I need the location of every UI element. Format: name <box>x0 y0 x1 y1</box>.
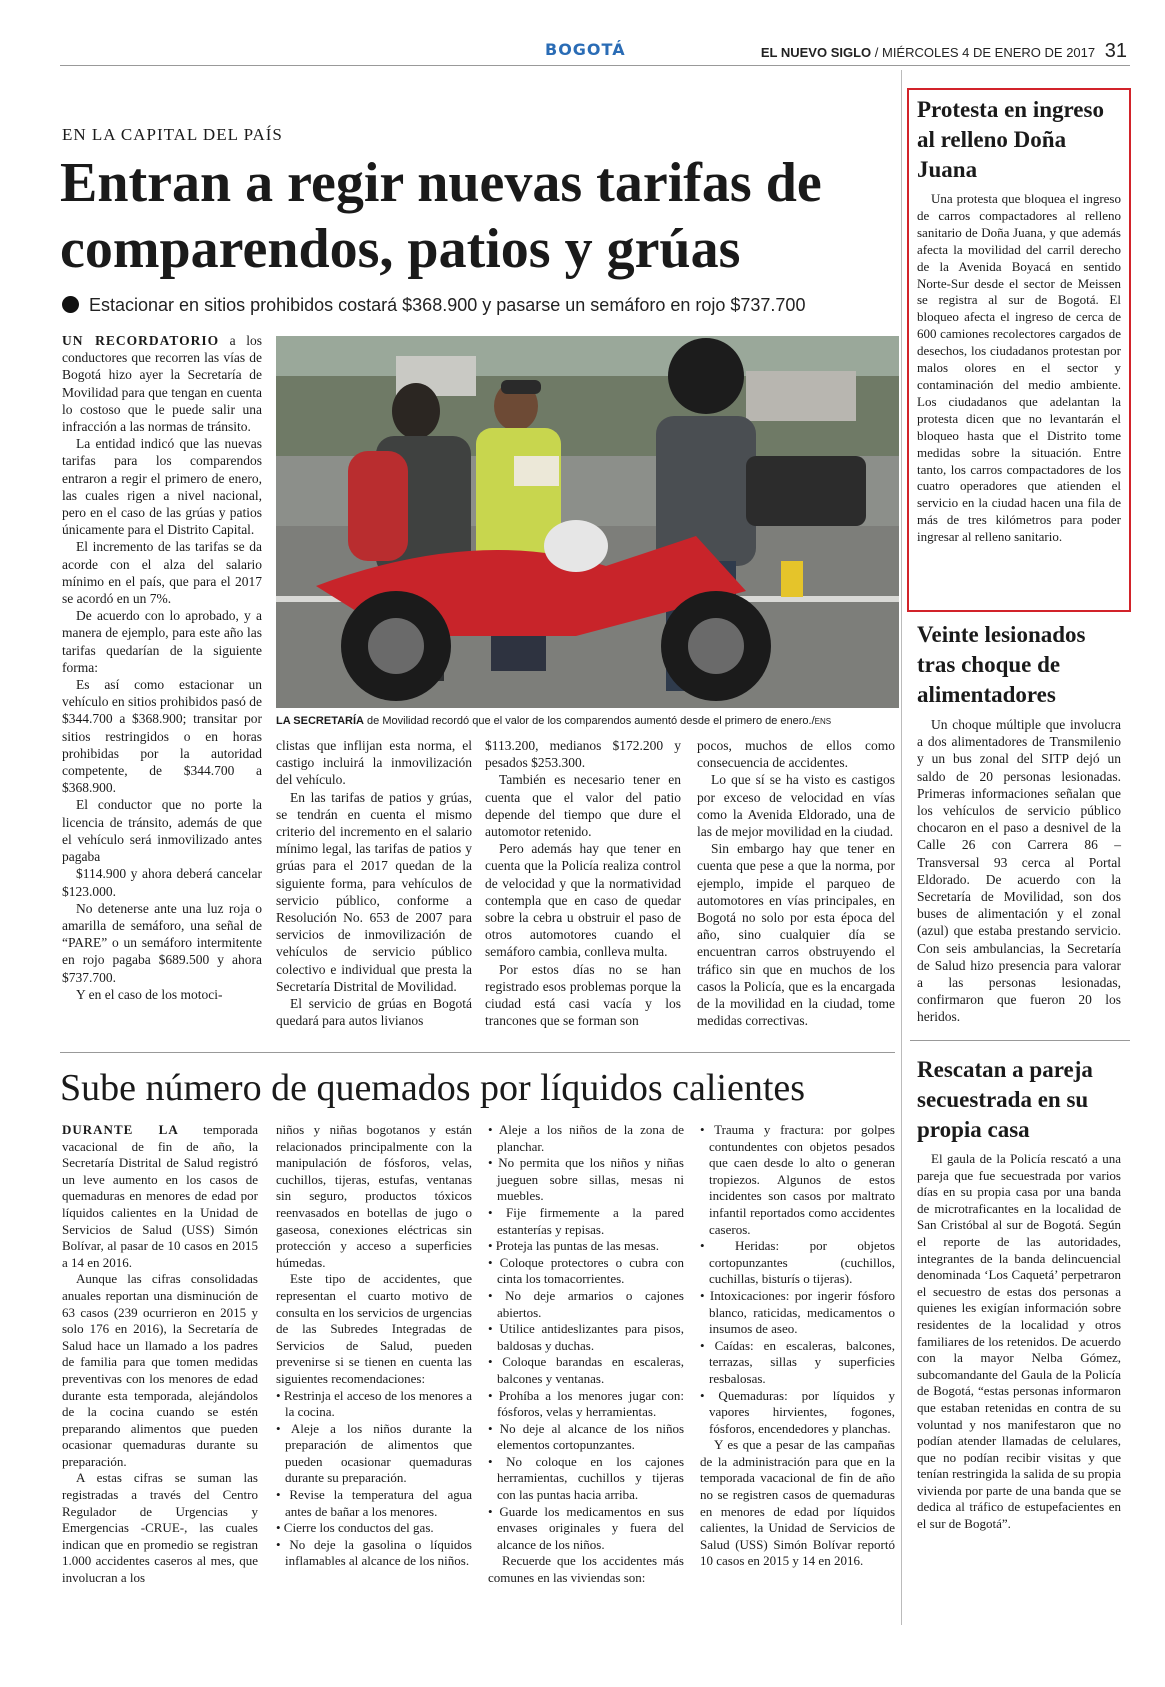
sidebar-rule <box>910 1040 1130 1041</box>
list-item: • No deje al alcance de los niños elementos cortopunzantes. <box>488 1420 684 1453</box>
list-item: • No deje armarios o cajones abiertos. <box>488 1287 684 1320</box>
caption-lead: LA SECRETARÍA <box>276 715 364 727</box>
paragraph: El incremento de las tarifas se da acorde con el alza del salario mínimo en el país, que para el 2017 se acordó en un 7%. <box>62 539 262 607</box>
recommendation-list <box>276 1388 472 1571</box>
burns-column-4 <box>700 1122 895 1570</box>
list-item: • No permita que los niños y niñas jueguen sobre sillas, mesas ni muebles. <box>488 1155 684 1204</box>
paragraph: Es así como estacionar un vehículo en sitios prohibidos pasó de $344.700 a $368.900; transitar por sitios restringidos o en horas prohibidas por la autoridad competente, de $344.700 a $368.900. <box>62 677 262 796</box>
caption-text: de Movilidad recordó que el valor de los comparendos aumentó desde el primero de enero./ <box>364 715 815 727</box>
list-item: • Revise la temperatura del agua antes de bañar a los menores. <box>276 1487 472 1519</box>
paragraph: Pero además hay que tener en cuenta que la Policía realiza control de velocidad y que la normatividad contempla que en caso de quedar sobre la cebra u obstruir el paso de otros automotores cuando el semáforo cambia, conlleva multa. <box>485 841 681 960</box>
paragraph: Aunque las cifras consolidadas anuales reportan una disminución de 63 casos (239 ocurrieron en 2015 y solo 176 en 2016), la Secretaría de Salud hace un llamado a los padres de familia para que tomen medidas preventivas con los menores de edad durante esta temporada, alejándolos de la cocina cuando se estén preparando alimentos que pueden ocasionar quemaduras durante su preparación. <box>62 1271 258 1469</box>
paragraph: Una protesta que bloquea el ingreso de carros compactadores al relleno sanitario de Doña Juana, y que además afecta la movilidad del carril derecho de la Avenida Boyacá en sentido Norte-Sur desde el sector de Meissen se registra al sur de Bogotá. El bloqueo afecta el ingreso de cerca de 600 camiones recolectores cargados de desechos, los ciudadanos protestan por malos olores en el sector y contaminación del medio ambiente. Los ciudadanos que adelantan la protesta dicen que no levantarán el bloqueo hasta que el Distrito tome medidas sobre la situación. Entre tanto, los carros compactadores de los cuatro operadores que atienden el servicio en la ciudad hacen una fila de más de tres kilómetros para poder ingresar al relleno sanitario. <box>917 191 1121 545</box>
paragraph: Sin embargo hay que tener en cuenta que pese a que la norma, por ejemplo, impide el parqueo de automotores en vías principales, en Bogotá no solo por esta época del año, sino cualquier día se encuentran carros obstruyendo el tráfico sin que en muchos de los casos la Policía, que es la encargada de la movilidad en la ciudad, tome medidas correctivas. <box>697 841 895 1029</box>
article-photo <box>276 336 899 708</box>
paragraph: Y en el caso de los motoci- <box>76 986 223 1002</box>
photo-caption <box>276 715 899 727</box>
list-item: • Quemaduras: por líquidos y vapores hirvientes, fogones, fósforos, encendedores y planchas. <box>700 1387 895 1436</box>
paragraph: La entidad indicó que las nuevas tarifas para los comparendos entraron a regir el primero de enero, las cuales rigen a nivel nacional, pero en el caso de las grúas y patios únicamente para el Distrito Capital. <box>62 436 262 538</box>
sidebar-title: Rescatan a pareja secuestrada en su propia casa <box>917 1057 1093 1142</box>
paragraph: Y es que a pesar de las campañas de la administración para que en la temporada vacacional de fin de año no se registren casos de quemaduras en menores de edad por líquidos calientes, la Unidad de Servicios de Salud (USS) Simón Bolívar reportó 10 casos en 2015 y 14 en 2016. <box>700 1437 895 1569</box>
lead-caps: DURANTE LA <box>62 1122 179 1137</box>
list-item: • Caídas: en escaleras, balcones, terrazas, sillas y superficies resbalosas. <box>700 1337 895 1386</box>
burns-column-3 <box>488 1122 684 1587</box>
list-item: • Cierre los conductos del gas. <box>276 1520 434 1536</box>
list-item: • Trauma y fractura: por golpes contundentes con objetos pesados que caen desde lo alto o generan tropiezos. Algunos de estos incidentes son casos por maltrato infantil reportados como accidentes caseros. <box>700 1122 895 1237</box>
page-number: 31 <box>1104 40 1127 62</box>
list-item: • Coloque protectores o cubra con cinta los tomacorrientes. <box>488 1254 684 1287</box>
paragraph: Lo que sí se ha visto es castigos por exceso de velocidad en vías como la Avenida Eldorado, una de las de mejor movilidad en la ciudad. <box>697 772 895 840</box>
article-kicker: EN LA CAPITAL DEL PAÍS <box>62 125 283 144</box>
paragraph: El conductor que no porte la licencia de tránsito, además de que el vehículo será inmovilizado antes pagaba <box>62 797 262 865</box>
sidebar-story-protesta <box>917 95 1121 546</box>
paragraph: El servicio de grúas en Bogotá quedará para autos livianos <box>276 996 472 1029</box>
list-item: • Prohíba a los menores jugar con: fósforos, velas y herramientas. <box>488 1387 684 1420</box>
paragraph: En las tarifas de patios y grúas, se tendrán en cuenta el mismo criterio del incremento en el salario mínimo legal, las tarifas de patios y grúas para el 2017 quedan de la siguiente forma, para vehículos de servicio público, conforme a Resolución No. 653 de 2007 para servicios de inmovilización de vehículos de servicio público colectivo e individual que presta la Secretaría Distrital de Movilidad. <box>276 789 472 994</box>
issue-date: / MIÉRCOLES 4 DE ENERO DE 2017 <box>874 45 1096 60</box>
list-item: • No deje la gasolina o líquidos inflamables al alcance de los niños. <box>276 1536 472 1569</box>
article-headline: Entran a regir nuevas tarifas de comparendos, patios y grúas <box>60 152 822 280</box>
paragraph: Por estos días no se han registrado esos problemas porque la ciudad está casi vacía y los trancones que se forman son <box>485 961 681 1029</box>
paper-name: EL NUEVO SIGLO <box>760 45 872 60</box>
paragraph: No detenerse ante una luz roja o amarilla de semáforo, una señal de “PARE” o un semáforo intermitente en rojo pagaba $689.500 y ahora $737.700. <box>62 900 262 985</box>
paragraph: temporada vacacional de fin de año, la Secretaría Distrital de Salud registró un leve aumento en los casos de quemaduras en menores de edad por líquidos calientes en la Unidad de Servicios de Salud (USS) Simón Bolívar, al pasar de 10 casos en 2015 a 14 en 2016. <box>62 1122 258 1270</box>
sidebar-story-lesionados <box>917 620 1121 1026</box>
subhead-text: Estacionar en sitios prohibidos costará $368.900 y pasarse un semáforo en rojo $737.700 <box>89 295 806 315</box>
accident-type-list <box>700 1122 895 1437</box>
list-item: • Aleje a los niños durante la preparación de alimentos que pueden ocasionar quemaduras durante su preparación. <box>276 1420 472 1486</box>
paragraph: clistas que inflijan esta norma, el castigo incluirá la inmovilización del vehículo. <box>276 738 472 788</box>
list-item: • Intoxicaciones: por ingerir fósforo blanco, raticidas, medicamentos o insumos de aseo. <box>700 1287 895 1337</box>
paragraph: niños y niñas bogotanos y están relacionados principalmente con la manipulación de fósforos, velas, cuchillos, tijeras, estufas, ventanas sin seguro, productos tóxicos reenvasados en botellas de jugo o gaseosa, conexiones eléctricas sin protección y acceso a superficies húmedas. <box>276 1122 472 1270</box>
section-label: BOGOTÁ <box>545 40 626 59</box>
list-item: • Restrinja el acceso de los menores a la cocina. <box>276 1387 472 1420</box>
caption-credit: ENS <box>814 717 832 726</box>
burns-column-2 <box>276 1122 472 1570</box>
paragraph: $113.200, medianos $172.200 y pesados $253.300. <box>485 738 681 771</box>
second-headline: Sube número de quemados por líquidos calientes <box>60 1067 806 1109</box>
paragraph: a los conductores que recorren las vías de Bogotá hizo ayer la Secretaría de Movilidad para que tengan en cuenta lo costoso que le puede salir una infracción a las normas de tránsito. <box>62 333 262 435</box>
paragraph: El gaula de la Policía rescató a una pareja que fue secuestrada por varios días en su propia casa por una banda de microtraficantes en la localidad de San Cristóbal al sur de Bogotá. Según el reporte de las autoridades, integrantes de la banda delincuencial denominada ‘Los Caquetá’ perpetraron el secuestro de estas dos personas a quienes les exigían información sobre residentes de la localidad y otros familiares de los retenidos. De acuerdo con la mayor Nelba Gómez, subcomandante del Gaula de la Policía de Bogotá, “estas personas informaron que estaban retenidas en contra de su voluntad y nos manifestaron que no podían atender llamadas de celulares, que no podían recibir visitas y que tenían restringida la salida de su propia vivienda por parte de una banda que se dedica al tráfico de estupefacientes en el sur de Bogotá”. <box>917 1151 1121 1532</box>
list-item: • Utilice antideslizantes para pisos, baldosas y duchas. <box>488 1321 684 1353</box>
recommendation-list <box>488 1122 684 1553</box>
paragraph: Recuerde que los accidentes más comunes en las viviendas son: <box>488 1553 684 1586</box>
list-item: • Coloque barandas en escaleras, balcones y ventanas. <box>488 1354 684 1386</box>
list-item: • No coloque en los cajones herramientas, cuchillos y tijeras con las puntas hacia arriba. <box>488 1453 684 1503</box>
article-subhead <box>62 295 805 316</box>
header-rule <box>60 65 1130 66</box>
paragraph: Este tipo de accidentes, que representan el cuarto motivo de consulta en los servicios de urgencias de las Subredes Integradas de Servicios de Salud, pueden prevenirse si se tienen en cuenta las siguientes recomendaciones: <box>276 1271 472 1386</box>
sidebar-divider <box>901 70 902 1625</box>
article-column-3 <box>485 737 681 1029</box>
list-item: • Proteja las puntas de las mesas. <box>488 1238 659 1254</box>
article-column-1 <box>62 332 262 1003</box>
photo-illustration <box>276 336 899 708</box>
paragraph: $114.900 y ahora deberá cancelar $123.000. <box>62 866 262 899</box>
paragraph: pocos, muchos de ellos como consecuencia de accidentes. <box>697 738 895 771</box>
lead-caps: UN RECORDATORIO <box>62 333 220 348</box>
burns-column-1 <box>62 1122 258 1587</box>
bullet-dot-icon <box>62 296 79 313</box>
sidebar-title: Veinte lesionados tras choque de alimentadores <box>917 622 1086 707</box>
masthead <box>761 40 1127 63</box>
article-column-4 <box>697 737 895 1029</box>
section-divider <box>60 1052 895 1053</box>
paragraph: Un choque múltiple que involucra a dos alimentadores de Transmilenio y un bus zonal del SITP dejó un saldo de 20 personas lesionadas. Primeras informaciones señalan que los vehículos de servicio público chocaron en el paso a desnivel de la Calle 26 con Carrera 86 – Transversal 93 cerca al Portal Eldorado. De acuerdo con la Secretaría de Movilidad, son dos buses de alimentación y el zonal (azul) que estaba prestando servicio. Con seis ambulancias, la Secretaría de Salud hizo presencia para valorar a las personas lesionadas, confirmaron que fueron 20 los heridos. <box>917 717 1121 1025</box>
list-item: • Fije firmemente a la pared estanterías y repisas. <box>488 1204 684 1237</box>
sidebar-title: Protesta en ingreso al relleno Doña Juana <box>917 97 1104 182</box>
paragraph: A estas cifras se suman las registradas a través del Centro Regulador de Urgencias y Emergencias -CRUE-, las cuales indican que en promedio se registran 1.000 accidentes caseros al mes, que involucran a los <box>62 1470 258 1586</box>
list-item: • Heridas: por objetos cortopunzantes (cuchillos, cuchillas, bisturís o tijeras). <box>700 1238 895 1287</box>
list-item: • Guarde los medicamentos en sus envases originales y fuera del alcance de los niños. <box>488 1503 684 1552</box>
article-column-2 <box>276 737 472 1029</box>
sidebar-story-rescate <box>917 1055 1121 1533</box>
list-item: • Aleje a los niños de la zona de planchar. <box>488 1122 684 1154</box>
paragraph: De acuerdo con lo aprobado, y a manera de ejemplo, para este año las tarifas quedarían de la siguiente forma: <box>62 608 262 675</box>
paragraph: También es necesario tener en cuenta que el valor del patio depende del tiempo que dure el automotor retenido. <box>485 772 681 840</box>
